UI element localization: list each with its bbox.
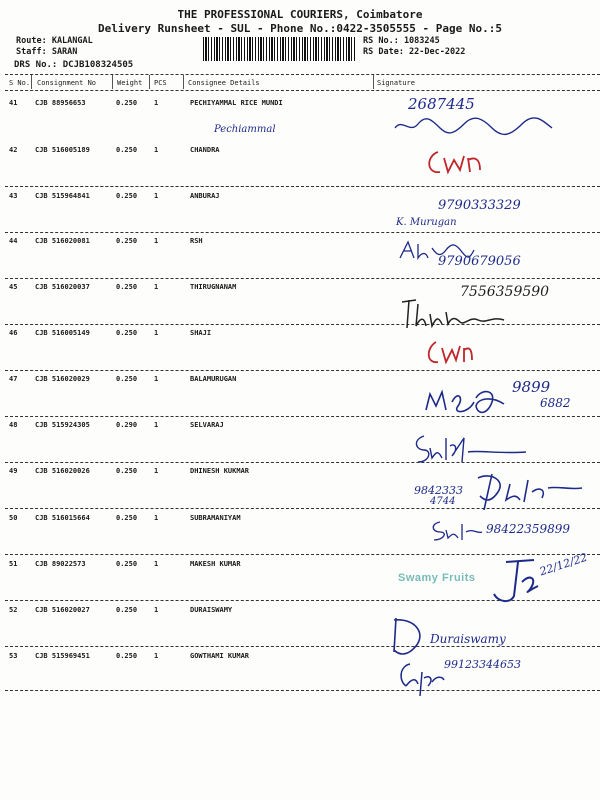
row-rule (5, 370, 600, 371)
col-header-sno: S No. (9, 79, 31, 87)
col-header-consignment: Consignment No (37, 79, 97, 87)
company-stamp: Swamy Fruits (398, 572, 476, 584)
row-rule (5, 646, 600, 647)
row-sno: 53 (9, 652, 18, 660)
company-title: THE PROFESSIONAL COURIERS, Coimbatore (177, 8, 423, 21)
row-consignee: GOWTHAMI KUMAR (190, 652, 250, 660)
signature-scribble (422, 384, 512, 420)
row-consignment: CJB 516020029 (35, 375, 90, 383)
col-divider (149, 75, 150, 89)
col-divider (183, 75, 184, 89)
row-rule (5, 690, 600, 691)
barcode (203, 37, 355, 61)
row-consignment: CJB 515969451 (35, 652, 90, 660)
row-consignee: BALAMURUGAN (190, 375, 237, 383)
col-header-consignee: Consignee Details (188, 79, 260, 87)
row-consignment: CJB 516020026 (35, 467, 90, 475)
row-sno: 49 (9, 467, 18, 475)
row-consignment: CJB 516005189 (35, 146, 90, 154)
row-pcs: 1 (154, 237, 159, 245)
signature-scribble (386, 614, 430, 658)
row-consignment: CJB 88956653 (35, 99, 86, 107)
row-pcs: 1 (154, 192, 159, 200)
row-sno: 47 (9, 375, 18, 383)
row-consignee: SELVARAJ (190, 421, 224, 429)
drs-number: DRS No.: DCJB108324505 (14, 60, 134, 70)
header-rule-bottom (5, 90, 600, 91)
handwritten-phone: 7556359590 (460, 284, 550, 300)
handwritten-name: K. Murugan (396, 217, 457, 228)
col-divider (112, 75, 113, 89)
handwritten-phone: 4744 (430, 496, 456, 507)
row-consignee: SHAJI (190, 329, 212, 337)
row-pcs: 1 (154, 652, 159, 660)
handwritten-phone: 2687445 (408, 95, 475, 113)
row-pcs: 1 (154, 329, 159, 337)
row-pcs: 1 (154, 283, 159, 291)
row-rule (5, 232, 600, 233)
row-weight: 0.250 (116, 329, 138, 337)
row-weight: 0.250 (116, 375, 138, 383)
signature-scribble (392, 114, 557, 138)
handwritten-phone: 98422359899 (486, 522, 570, 536)
handwritten-name: Pechiammal (214, 124, 276, 135)
signature-scribble (396, 658, 446, 700)
staff-label: Staff: SARAN (16, 47, 78, 57)
handwritten-date: 22/12/22 (538, 550, 590, 579)
row-rule (5, 554, 600, 555)
row-pcs: 1 (154, 560, 159, 568)
rs-date: RS Date: 22-Dec-2022 (363, 47, 466, 57)
col-divider (373, 75, 374, 89)
row-weight: 0.250 (116, 652, 138, 660)
col-divider (31, 75, 32, 89)
col-header-pcs: PCS (154, 79, 167, 87)
row-sno: 42 (9, 146, 18, 154)
table-row (0, 329, 600, 375)
row-sno: 43 (9, 192, 18, 200)
row-pcs: 1 (154, 467, 159, 475)
col-header-weight: Weight (117, 79, 143, 87)
row-weight: 0.250 (116, 237, 138, 245)
signature-scribble (398, 296, 508, 332)
row-weight: 0.250 (116, 146, 138, 154)
row-consignee: CHANDRA (190, 146, 220, 154)
row-weight: 0.250 (116, 99, 138, 107)
row-sno: 51 (9, 560, 18, 568)
signature-scribble (410, 432, 530, 466)
row-pcs: 1 (154, 421, 159, 429)
row-consignee: ANBURAJ (190, 192, 220, 200)
col-header-signature: Signature (377, 79, 415, 87)
row-rule (5, 324, 600, 325)
signature-scribble (424, 146, 484, 178)
row-consignee: PECHIYAMMAL RICE MUNDI (190, 99, 283, 107)
row-consignment: CJB 516005149 (35, 329, 90, 337)
signature-scribble (486, 556, 546, 606)
row-consignment: CJB 515964841 (35, 192, 90, 200)
row-pcs: 1 (154, 99, 159, 107)
row-consignment: CJB 89022573 (35, 560, 86, 568)
handwritten-phone: 9790333329 (438, 198, 521, 213)
handwritten-phone: 9842333 (414, 484, 463, 497)
row-sno: 44 (9, 237, 18, 245)
handwritten-phone: 99123344653 (444, 658, 521, 671)
row-consignment: CJB 516015664 (35, 514, 90, 522)
signature-scribble (428, 518, 484, 542)
handwritten-phone: 9790679056 (438, 254, 521, 269)
row-weight: 0.250 (116, 467, 138, 475)
runsheet-subtitle: Delivery Runsheet - SUL - Phone No.:0422-3505555 - Page No.:5 (98, 22, 502, 35)
row-pcs: 1 (154, 146, 159, 154)
row-consignee: RSH (190, 237, 203, 245)
row-sno: 46 (9, 329, 18, 337)
row-weight: 0.250 (116, 283, 138, 291)
row-consignee: DHINESH KUKMAR (190, 467, 250, 475)
row-pcs: 1 (154, 375, 159, 383)
row-consignment: CJB 516020081 (35, 237, 90, 245)
row-rule (5, 186, 600, 187)
rs-number: RS No.: 1083245 (363, 36, 440, 46)
handwritten-phone: 9899 (512, 378, 551, 396)
row-weight: 0.250 (116, 514, 138, 522)
route-label: Route: KALANGAL (16, 36, 93, 46)
row-weight: 0.250 (116, 192, 138, 200)
row-sno: 52 (9, 606, 18, 614)
row-consignment: CJB 515924305 (35, 421, 90, 429)
row-consignment: CJB 516020027 (35, 606, 90, 614)
signature-scribble (424, 336, 474, 368)
row-consignment: CJB 516020037 (35, 283, 90, 291)
row-sno: 45 (9, 283, 18, 291)
row-consignee: MAKESH KUMAR (190, 560, 241, 568)
row-pcs: 1 (154, 606, 159, 614)
handwritten-name: Duraiswamy (430, 632, 506, 646)
row-rule (5, 278, 600, 279)
row-weight: 0.250 (116, 606, 138, 614)
header-rule-top (5, 74, 600, 75)
row-sno: 48 (9, 421, 18, 429)
signature-scribble (476, 470, 586, 512)
row-consignee: THIRUGNANAM (190, 283, 237, 291)
row-consignee: SUBRAMANIYAM (190, 514, 241, 522)
row-weight: 0.290 (116, 421, 138, 429)
row-sno: 41 (9, 99, 18, 107)
handwritten-phone: 6882 (540, 396, 571, 410)
row-consignee: DURAISWAMY (190, 606, 233, 614)
row-sno: 50 (9, 514, 18, 522)
row-pcs: 1 (154, 514, 159, 522)
row-weight: 0.250 (116, 560, 138, 568)
